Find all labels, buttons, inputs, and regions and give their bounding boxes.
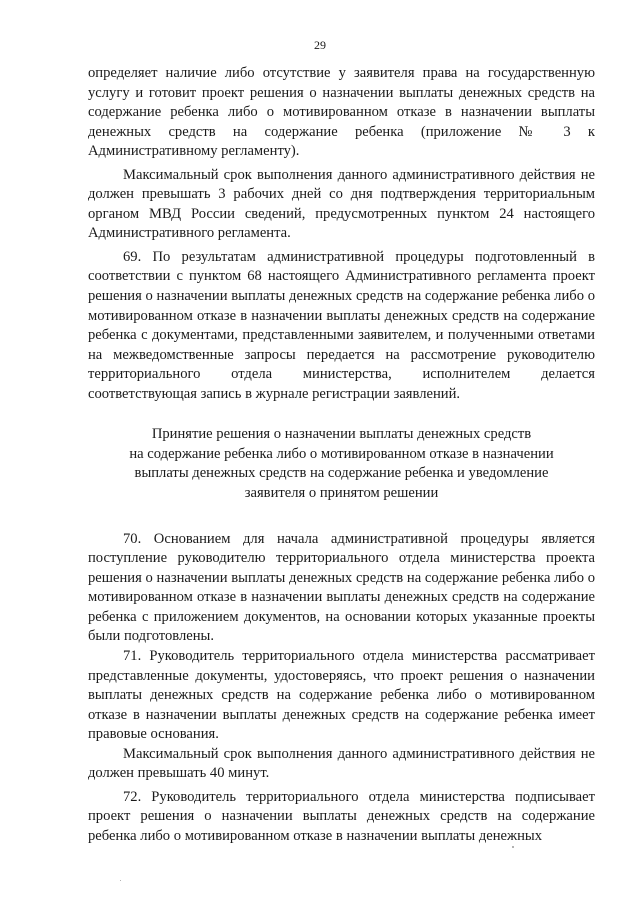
paragraph-continuation: определяет наличие либо отсутствие у заявителя права на государственную услугу и готовит проект решения о назначении выплаты денежных средств на содержание ребенка либо о мотивированном отказе в назначении выплаты денежных средств на содержание ребенка (приложение № 3 к Административному регламенту). (88, 65, 595, 160)
paragraph-72: 72. Руководитель территориального отдела министерства подписывает проект решения о назначении выплаты денежных средств на содержание ребенка либо о мотивированном отказе в назначении выплаты денежных (88, 788, 595, 844)
paragraph-69: 69. По результатам административной процедуры подготовленный в соответствии с пунктом 68 настоящего Административного регламента проект решения о назначении выплаты денежных средств на содержание ребенка либо о мотивированном отказе в назначении выплаты денежных средств на содержание ребенка с документами, представленными заявителем, и полученными ответами на межведомственные запросы передается на рассмотрение руководителю территориального отдела министерства, исполнителем делается соответствующая запись в журнале регистрации заявлений. (88, 248, 595, 402)
scan-speck (120, 880, 121, 881)
page-number: 29 (314, 38, 326, 52)
section-heading-line-3: выплаты денежных средств на содержание ребенка и уведомление (134, 465, 549, 482)
paragraph-max-term-3-days: Максимальный срок выполнения данного административного действия не должен превышать 3 рабочих дней со дня подтверждения территориальным органом МВД России сведений, предусмотренных пунктом 24 настоящего Административного регламента. (88, 166, 595, 242)
section-heading (88, 425, 595, 503)
paragraph-71: 71. Руководитель территориального отдела министерства рассматривает представленные документы, удостоверяясь, что проект решения о назначении выплаты денежных средств на содержание ребенка либо о мотивированном отказе в назначении выплаты денежных средств на содержание ребенка имеет правовые основания. (88, 647, 595, 743)
scan-speck (512, 846, 514, 848)
document-body (88, 64, 595, 846)
paragraph-max-term-40-minutes: Максимальный срок выполнения данного административного действия не должен превышать 40 минут. (88, 745, 595, 782)
section-heading-line-1: Принятие решения о назначении выплаты денежных средств (151, 426, 532, 443)
paragraph-70: 70. Основанием для начала административной процедуры является поступление руководителю территориального отдела министерства проекта решения о назначении выплаты денежных средств на содержание ребенка либо о мотивированном отказе в назначении выплаты денежных средств на содержание ребенка с приложением документов, на основании которых указанные проекты были подготовлены. (88, 530, 595, 645)
section-heading-line-4: заявителя о принятом решении (244, 485, 439, 502)
section-heading-line-2: на содержание ребенка либо о мотивированном отказе в назначении (129, 445, 554, 462)
